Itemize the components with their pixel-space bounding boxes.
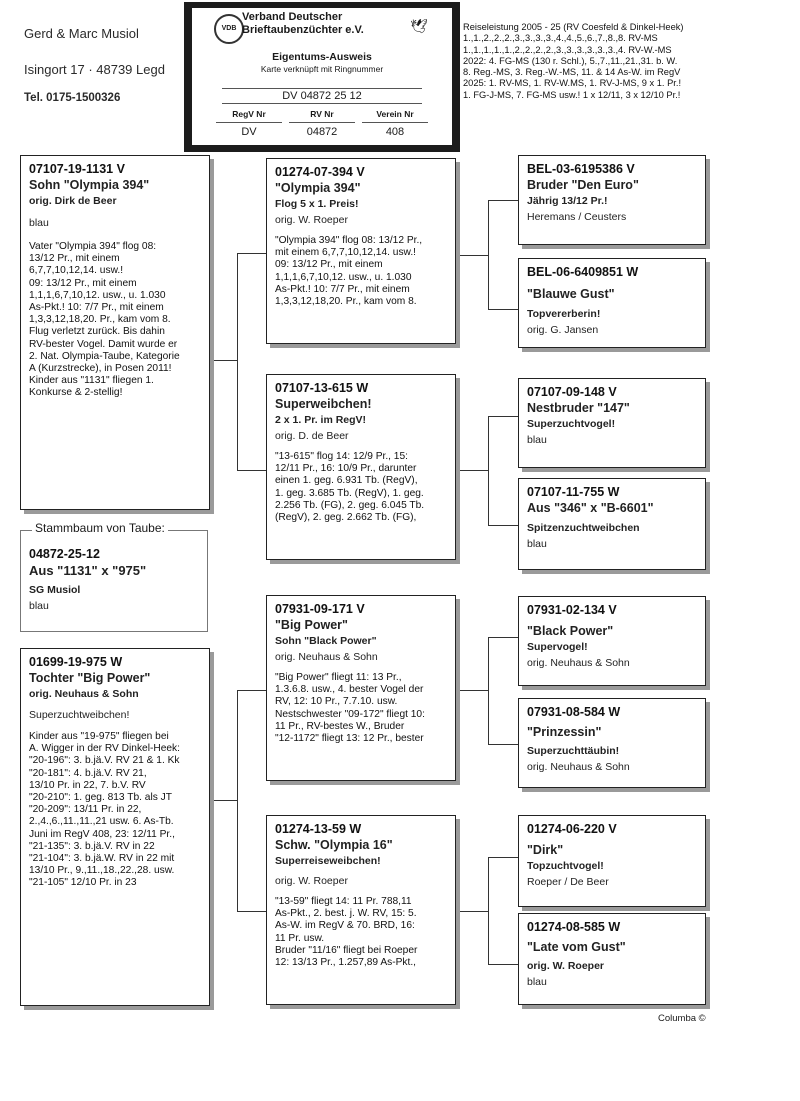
card-name: "Blauwe Gust" <box>527 287 615 301</box>
pigeon-icon: 🕊 <box>410 18 428 34</box>
paternal-grandfather-card[interactable] <box>266 158 456 344</box>
card-origin: orig. Neuhaus & Sohn <box>527 657 630 669</box>
card-ring: 07931-08-584 W <box>527 705 621 719</box>
performance-record: Reiseleistung 2005 - 25 (RV Coesfeld & Dinkel-Heek) 1.,1.,2.,2.,2.,3.,3.,3.,3.,4.,4.,5.,6.,7.,8.,8. RV-MS 1.,1.,1.,1.,1.,2.,2.,2.,2.,3.,3.,3.,3.,3.,3.,4. RV-W.-MS 2022: 4. FG-MS (130 r. Schl.), 5.,7.,11.,21.,31. b. W. 8. Reg.-MS, 3. Reg.-W.-MS, 11. & 14 As-W. im RegV 2025: 1. RV-MS, 1. RV-W.MS, 1. RV-J-MS, 9 x 1. Pr.! 1. FG-J-MS, 7. FG-MS usw.! 1 x 12/11, 3 x 12/10 Pr.! <box>463 22 684 100</box>
connector-line <box>488 200 518 201</box>
great-grandparent-card-3[interactable] <box>518 378 706 468</box>
great-grandparent-card-2[interactable] <box>518 258 706 348</box>
mother-name: Tochter "Big Power" <box>29 671 151 685</box>
connector-line <box>488 416 518 417</box>
card-name: Schw. "Olympia 16" <box>275 838 393 852</box>
footer-credit: Columba © <box>658 1013 706 1024</box>
card-name: "Late vom Gust" <box>527 940 626 954</box>
connector-line <box>488 964 518 965</box>
connector-line <box>488 744 518 745</box>
card-ring: 01274-13-59 W <box>275 822 362 836</box>
connector-line <box>488 857 489 965</box>
owner-address: Isingort 17 · 48739 Legd <box>24 62 165 77</box>
owner-tel: Tel. 0175-1500326 <box>24 92 121 104</box>
card-ring: 01274-07-394 V <box>275 165 365 179</box>
divider <box>216 122 282 123</box>
maternal-grandmother-card[interactable] <box>266 815 456 1005</box>
connector-line <box>237 470 266 471</box>
card-origin: orig. W. Roeper <box>275 214 348 226</box>
connector-line <box>488 525 518 526</box>
card-name: "Prinzessin" <box>527 725 602 739</box>
card-description: "13-59" fliegt 14: 11 Pr. 788,11 As-Pkt., 2. best. j. W. RV, 15: 5. As-W. im RegV & 70. BRD, 16: 11 Pr. usw. Bruder "11/16" fliegt bei Roeper 12: 13/13 Pr., 1.257,89 As-Pkt., <box>275 896 418 969</box>
card-subtitle: 2 x 1. Pr. im RegV! <box>275 414 367 426</box>
card-subtitle: Supervogel! <box>527 641 588 653</box>
ownership-badge <box>184 2 460 152</box>
card-name: Bruder "Den Euro" <box>527 178 639 192</box>
father-color: blau <box>29 217 49 229</box>
card-ring: 07931-09-171 V <box>275 602 365 616</box>
great-grandparent-card-5[interactable] <box>518 596 706 686</box>
great-grandparent-card-4[interactable] <box>518 478 706 570</box>
badge-subtitle: Karte verknüpft mit Ringnummer <box>260 64 384 74</box>
badge-title: Eigentums-Ausweis <box>272 51 372 63</box>
connector-line <box>456 911 489 912</box>
card-ring: BEL-03-6195386 V <box>527 162 635 176</box>
father-card[interactable] <box>20 155 210 510</box>
card-origin: orig. Neuhaus & Sohn <box>527 761 630 773</box>
card-name: Superweibchen! <box>275 397 372 411</box>
card-origin: orig. G. Jansen <box>527 324 599 336</box>
card-subtitle: Topvererberin! <box>527 308 601 320</box>
card-subtitle: Jährig 13/12 Pr.! <box>527 195 608 207</box>
card-origin: Heremans / Ceusters <box>527 211 627 223</box>
connector-line <box>488 416 489 526</box>
card-ring: 07107-11-755 W <box>527 485 620 499</box>
mother-card[interactable] <box>20 648 210 1006</box>
connector-line <box>237 911 266 912</box>
card-name: "Black Power" <box>527 624 614 638</box>
card-origin: orig. W. Roeper <box>275 875 348 887</box>
card-ring: 07107-13-615 W <box>275 381 369 395</box>
divider <box>362 122 428 123</box>
card-subtitle: Topzuchtvogel! <box>527 860 604 872</box>
connector-line <box>488 637 518 638</box>
connector-line <box>456 255 489 256</box>
card-name: "Dirk" <box>527 843 564 857</box>
paternal-grandmother-card[interactable] <box>266 374 456 560</box>
association-name: Verband Deutscher Brieftaubenzüchter e.V. <box>242 11 364 36</box>
connector-line <box>237 253 266 254</box>
card-subtitle: Superzuchttäubin! <box>527 745 620 757</box>
badge-ring-number: DV 04872 25 12 <box>222 88 422 104</box>
card-subtitle: Superreiseweibchen! <box>275 855 381 867</box>
great-grandparent-card-6[interactable] <box>518 698 706 788</box>
card-subtitle: Sohn "Black Power" <box>275 635 377 647</box>
connector-line <box>237 253 238 471</box>
subject-name: Aus "1131" x "975" <box>29 563 147 578</box>
great-grandparent-card-1[interactable] <box>518 155 706 245</box>
card-color: blau <box>527 434 547 446</box>
card-name: "Big Power" <box>275 618 348 632</box>
father-ring: 07107-19-1131 V <box>29 162 125 176</box>
card-name: "Olympia 394" <box>275 181 361 195</box>
maternal-grandfather-card[interactable] <box>266 595 456 781</box>
card-ring: BEL-06-6409851 W <box>527 265 639 279</box>
father-description: Vater "Olympia 394" flog 08: 13/12 Pr., mit einem 6,7,7,10,12,14. usw.! 09: 13/12 Pr., mit einem 1,1,1,6,7,10,12. usw., u. 1.030 As-Pkt.! 10: 7/7 Pr., mit einem 1,3,3,12,18,20. Pr., kam vom 8. Flug verletzt zurück. Bis dahin RV-bester Vogel. Damit wurde er 2. Nat. Olympia-Taube, Kategorie A (Kurzstrecke), in Posen 2011! Kinder aus "1131" fliegen 1. Konkurse & 2-stellig! <box>29 241 180 399</box>
card-ring: 01274-06-220 V <box>527 822 617 836</box>
mother-ring: 01699-19-975 W <box>29 655 123 669</box>
badge-value-rv: 04872 <box>306 126 338 138</box>
card-description: "Olympia 394" flog 08: 13/12 Pr., mit einem 6,7,7,10,12,14. usw.! 09: 13/12 Pr., mit einem 1,1,1,6,7,10,12. usw., u. 1.030 As-Pkt.! 10: 7/7 Pr., mit einem 1,3,3,12,18,20. Pr., kam vom 8. <box>275 235 423 308</box>
card-ring: 07107-09-148 V <box>527 385 617 399</box>
pedigree-label: Stammbaum von Taube: <box>32 521 168 535</box>
owner-name: Gerd & Marc Musiol <box>24 26 139 41</box>
father-breeder: orig. Dirk de Beer <box>29 195 117 207</box>
card-ring: 07931-02-134 V <box>527 603 617 617</box>
divider <box>289 122 355 123</box>
badge-value-regv: DV <box>241 126 257 138</box>
connector-line <box>488 857 518 858</box>
card-subtitle: Superzuchtvogel! <box>527 418 616 430</box>
card-color: blau <box>527 976 547 988</box>
card-subtitle: Flog 5 x 1. Preis! <box>275 198 359 210</box>
subject-ring: 04872-25-12 <box>29 547 100 561</box>
connector-line <box>488 637 489 745</box>
connector-line <box>488 200 489 310</box>
badge-value-verein: 408 <box>385 126 405 138</box>
connector-line <box>237 690 238 912</box>
connector-line <box>488 309 518 310</box>
great-grandparent-card-8[interactable] <box>518 913 706 1005</box>
subject-color: blau <box>29 600 49 612</box>
mother-breeder: orig. Neuhaus & Sohn <box>29 688 139 700</box>
connector-line <box>210 800 238 801</box>
vdb-logo-icon: VDB <box>214 14 244 44</box>
card-origin: orig. Neuhaus & Sohn <box>275 651 378 663</box>
connector-line <box>210 360 238 361</box>
card-name: Aus "346" x "B-6601" <box>527 501 654 515</box>
great-grandparent-card-7[interactable] <box>518 815 706 907</box>
card-origin: Roeper / De Beer <box>527 876 609 888</box>
mother-line: Superzuchtweibchen! <box>29 709 130 721</box>
card-color: blau <box>527 538 547 550</box>
subject-card[interactable] <box>20 530 208 632</box>
badge-header-verein: Verein Nr <box>376 109 414 119</box>
card-description: "13-615" flog 14: 12/9 Pr., 15: 12/11 Pr., 16: 10/9 Pr., darunter einen 1. geg. 6.931 Tb. (RegV), 1. geg. 3.685 Tb. (RegV), 1. geg. 2.256 Tb. (FG), 2. geg. 6.045 Tb. (RegV), 2. geg. 2.662 Tb. (FG), <box>275 451 425 524</box>
connector-line <box>456 470 489 471</box>
card-description: "Big Power" fliegt 11: 13 Pr., 1.3.6.8. usw., 4. bester Vogel der RV, 12: 10 Pr., 7.7.10. usw. Nestschwester "09-172" fliegt 10: 11 Pr., RV-bestes W., Bruder "12-1172" fliegt 13: 12 Pr., bester <box>275 672 425 745</box>
badge-header-regv: RegV Nr <box>232 109 266 119</box>
card-origin: orig. D. de Beer <box>275 430 349 442</box>
card-name: Nestbruder "147" <box>527 401 630 415</box>
father-name: Sohn "Olympia 394" <box>29 178 150 192</box>
card-origin: orig. W. Roeper <box>527 960 605 972</box>
badge-header-rv: RV Nr <box>310 109 334 119</box>
subject-breeder: SG Musiol <box>29 584 81 596</box>
card-ring: 01274-08-585 W <box>527 920 621 934</box>
card-subtitle: Spitzenzuchtweibchen <box>527 522 640 534</box>
mother-description: Kinder aus "19-975" fliegen bei A. Wigger in der RV Dinkel-Heek: "20-196": 3. b.jä.V. RV 21 & 1. Kk "20-181": 4. b.jä.V. RV 21, 13/10 Pr. in 22, 7. b.V. RV "20-210": 1. geg. 813 Tb. als JT "20-209": 13/11 Pr. in 22, 2.,4.,6.,11.,11.,21 usw. 6. As-Tb. Juni im RegV 408, 23: 12/11 Pr., "21-135": 3. b.jä.V. RV in 22 "21-104": 3. b.jä.W. RV in 22 mit 13/10 Pr., 9.,11.,18.,22.,28. usw. "21-105" 12/10 Pr. in 23 <box>29 731 180 889</box>
connector-line <box>456 690 489 691</box>
connector-line <box>237 690 266 691</box>
